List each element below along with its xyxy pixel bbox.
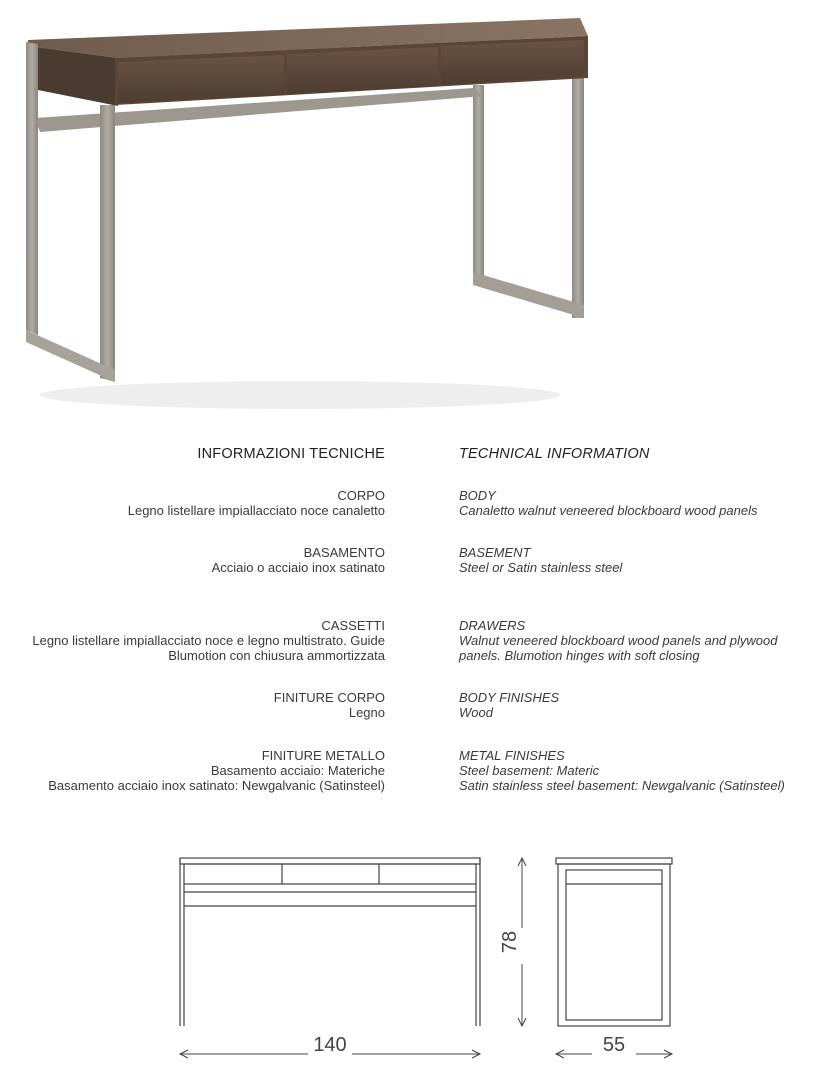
en-section-line: Canaletto walnut veneered blockboard wood panels bbox=[459, 503, 758, 518]
it-section-title: FINITURE METALLO bbox=[261, 748, 385, 763]
it-heading: INFORMAZIONI TECNICHE bbox=[197, 446, 385, 462]
height-dimension: 78 bbox=[499, 930, 521, 954]
en-section-title: BODY FINISHES bbox=[459, 690, 560, 705]
it-section-body-finishes bbox=[274, 690, 385, 720]
width-dimension: 140 bbox=[313, 1034, 347, 1056]
it-section-line: Basamento acciaio inox satinato: Newgalvanic (Satinsteel) bbox=[48, 778, 385, 793]
it-section-title: CASSETTI bbox=[321, 618, 385, 633]
it-section-line: Legno listellare impiallacciato noce e legno multistrato. Guide bbox=[32, 633, 385, 648]
it-section-title: BASAMENTO bbox=[303, 545, 385, 560]
en-heading: TECHNICAL INFORMATION bbox=[459, 446, 650, 462]
it-section-metal-finishes bbox=[48, 748, 385, 793]
it-section-drawers bbox=[32, 618, 385, 663]
it-section-line: Basamento acciaio: Materiche bbox=[210, 763, 385, 778]
en-section-title: METAL FINISHES bbox=[459, 748, 565, 763]
it-section-line: Acciaio o acciaio inox satinato bbox=[211, 560, 385, 575]
en-section-line: Wood bbox=[459, 705, 493, 720]
it-section-line: Legno bbox=[348, 705, 385, 720]
en-section-body-finishes bbox=[459, 690, 559, 720]
en-section-title: DRAWERS bbox=[459, 618, 526, 633]
technical-drawing bbox=[0, 840, 837, 1080]
en-section-line: Walnut veneered blockboard wood panels and plywood bbox=[459, 633, 778, 648]
en-section-title: BASEMENT bbox=[459, 545, 531, 560]
it-section-line: Blumotion con chiusura ammortizzata bbox=[168, 648, 385, 663]
side-view bbox=[556, 858, 672, 1026]
en-section-drawers bbox=[459, 618, 777, 663]
it-section-basement bbox=[212, 545, 385, 575]
en-section-basement bbox=[459, 545, 622, 575]
depth-dimension: 55 bbox=[602, 1034, 626, 1056]
floor-shadow bbox=[40, 381, 560, 409]
en-section-metal-finishes bbox=[459, 748, 785, 793]
en-section-body bbox=[459, 488, 757, 518]
en-section-line: Steel basement: Materic bbox=[459, 763, 600, 778]
it-section-body bbox=[128, 488, 385, 518]
front-view bbox=[180, 858, 480, 1026]
desk-photo bbox=[0, 0, 837, 420]
en-section-title: BODY bbox=[459, 488, 496, 503]
en-section-line: Steel or Satin stainless steel bbox=[459, 560, 623, 575]
it-section-line: Legno listellare impiallacciato noce canaletto bbox=[127, 503, 385, 518]
it-section-title: FINITURE CORPO bbox=[273, 690, 385, 705]
en-section-line: Satin stainless steel basement: Newgalvanic (Satinsteel) bbox=[459, 778, 785, 793]
dimension-lines bbox=[180, 858, 672, 1058]
right-leg-frame bbox=[473, 75, 584, 318]
en-section-line: panels. Blumotion hinges with soft closing bbox=[459, 648, 700, 663]
it-section-title: CORPO bbox=[337, 488, 385, 503]
